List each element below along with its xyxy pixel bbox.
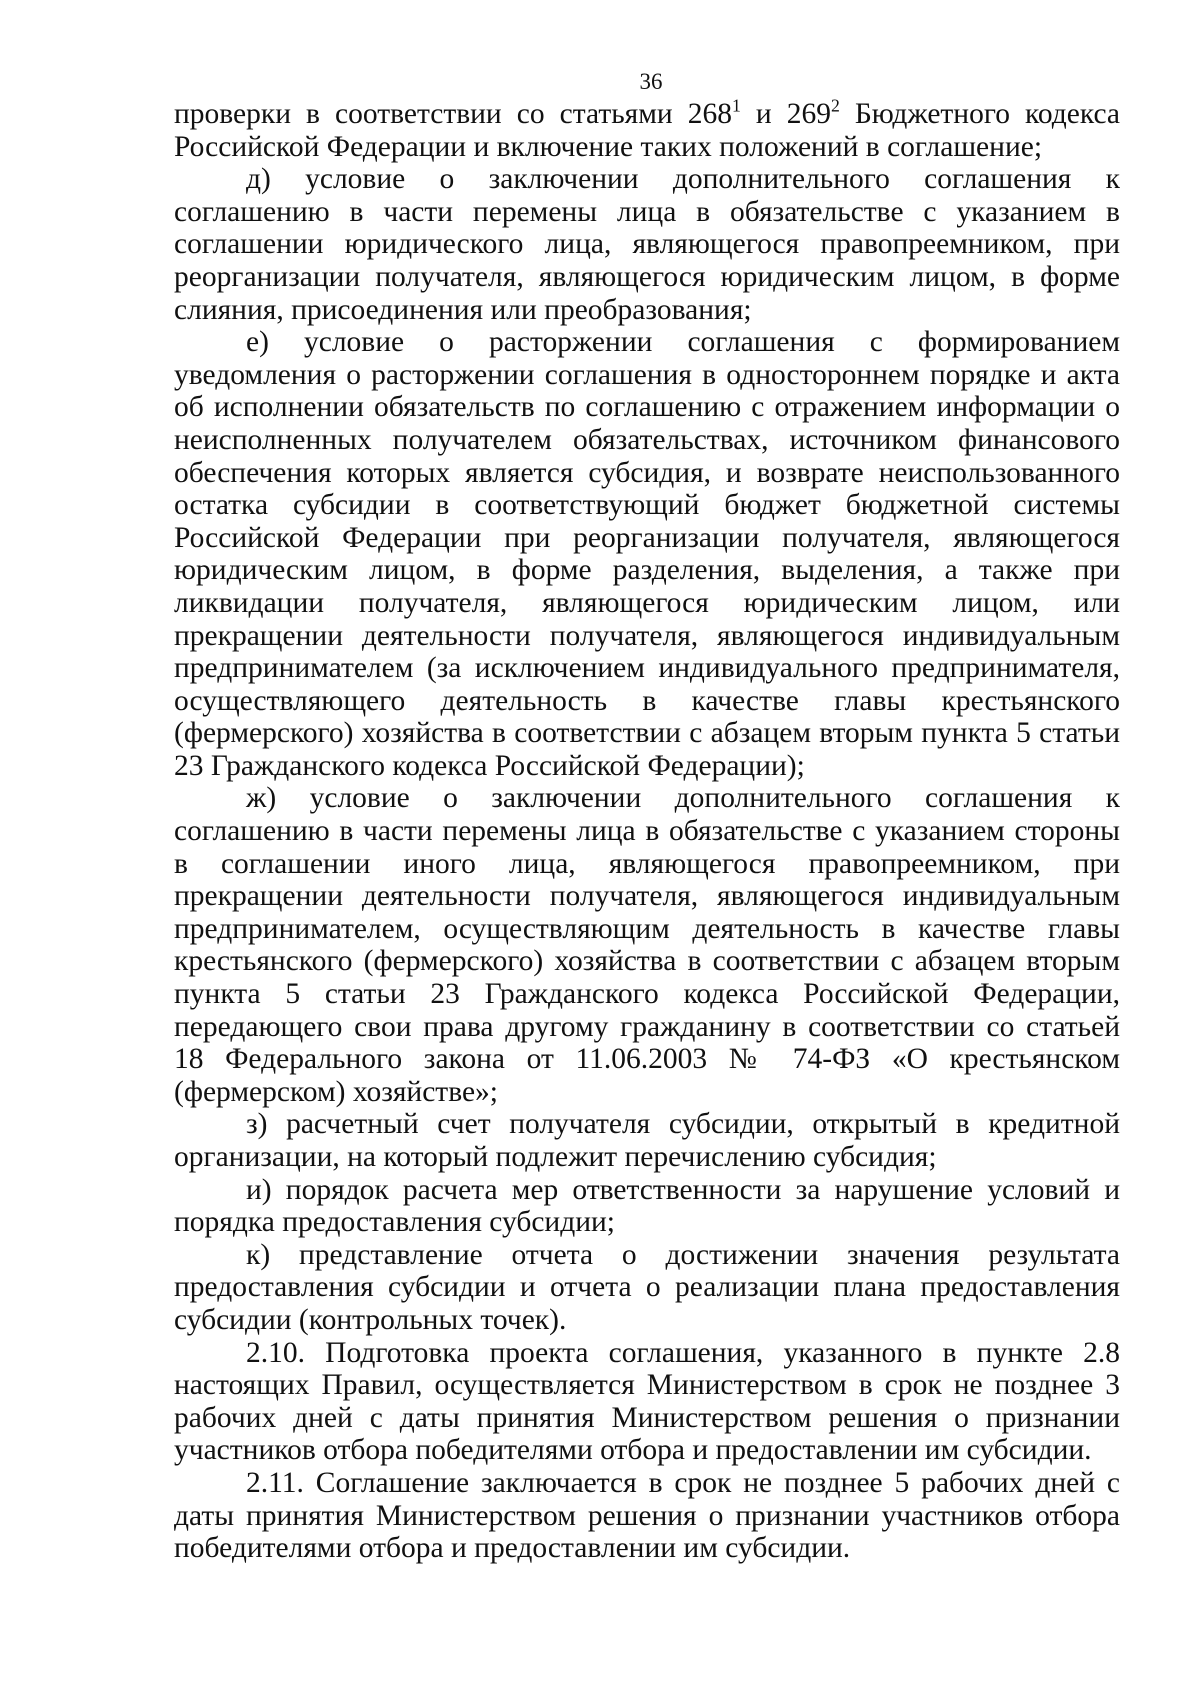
paragraph-text: Бюджетного кодекса Российской Федерации и включение таких положений в соглашение;	[174, 98, 1120, 163]
document-body	[174, 95, 1120, 1565]
superscript: 2	[830, 95, 840, 116]
paragraph-e: е) условие о расторжении соглашения с формированием уведомления о расторжении соглашения в одностороннем порядке и акта об исполнении обязательств по соглашению с отражением информации о неисполненных получателем обязательствах, источником финансового обеспечения которых является субсидия, и возврате неиспользованного остатка субсидии в соответствующий бюджет бюджетной системы Российской Федерации при реорганизации получателя, являющегося юридическим лицом, в форме разделения, выделения, а также при ликвидации получателя, являющегося юридическим лицом, или прекращении деятельности получателя, являющегося индивидуальным предпринимателем (за исключением индивидуального предпринимателя, осуществляющего деятельность в качестве главы крестьянского (фермерского) хозяйства в соответствии с абзацем вторым пункта 5 статьи 23 Гражданского кодекса Российской Федерации);	[174, 326, 1120, 782]
paragraph-d: д) условие о заключении дополнительного соглашения к соглашению в части перемены лица в обязательстве с указанием в соглашении юридического лица, являющегося правопреемником, при реорганизации получателя, являющегося юридическим лицом, в форме слияния, присоединения или преобразования;	[174, 163, 1120, 326]
paragraph-2-11: 2.11. Соглашение заключается в срок не позднее 5 рабочих дней с даты принятия Министерством решения о признании участников отбора победителями отбора и предоставлении им субсидии.	[174, 1466, 1120, 1565]
paragraph-k: к) представление отчета о достижении значения результата предоставления субсидии и отчета о реализации плана предоставления субсидии (контрольных точек).	[174, 1238, 1120, 1336]
page-number: 36	[639, 69, 663, 94]
paragraph-text: и 269	[740, 98, 831, 130]
paragraph-zh: ж) условие о заключении дополнительного соглашения к соглашению в части перемены лица в обязательстве с указанием стороны в соглашении иного лица, являющегося правопреемником, при прекращении деятельности получателя, являющегося индивидуальным предпринимателем, осуществляющим деятельность в качестве главы крестьянского (фермерского) хозяйства в соответствии с абзацем вторым пункта 5 статьи 23 Гражданского кодекса Российской Федерации, передающего свои права другому гражданину в соответствии со статьей 18 Федерального закона от 11.06.2003 № 74-ФЗ «О крестьянском (фермерском) хозяйстве»;	[174, 782, 1120, 1108]
paragraph-2-10: 2.10. Подготовка проекта соглашения, указанного в пункте 2.8 настоящих Правил, осуществляется Министерством в срок не позднее 3 рабочих дней с даты принятия Министерством решения о признании участников отбора победителями отбора и предоставлении им субсидии.	[174, 1336, 1120, 1467]
paragraph-text: проверки в соответствии со статьями 268	[174, 98, 732, 130]
paragraph-z: з) расчетный счет получателя субсидии, открытый в кредитной организации, на который подлежит перечислению субсидия;	[174, 1108, 1120, 1173]
paragraph-continuation	[174, 95, 1120, 163]
paragraph-i: и) порядок расчета мер ответственности за нарушение условий и порядка предоставления субсидии;	[174, 1173, 1120, 1239]
superscript: 1	[731, 95, 741, 116]
